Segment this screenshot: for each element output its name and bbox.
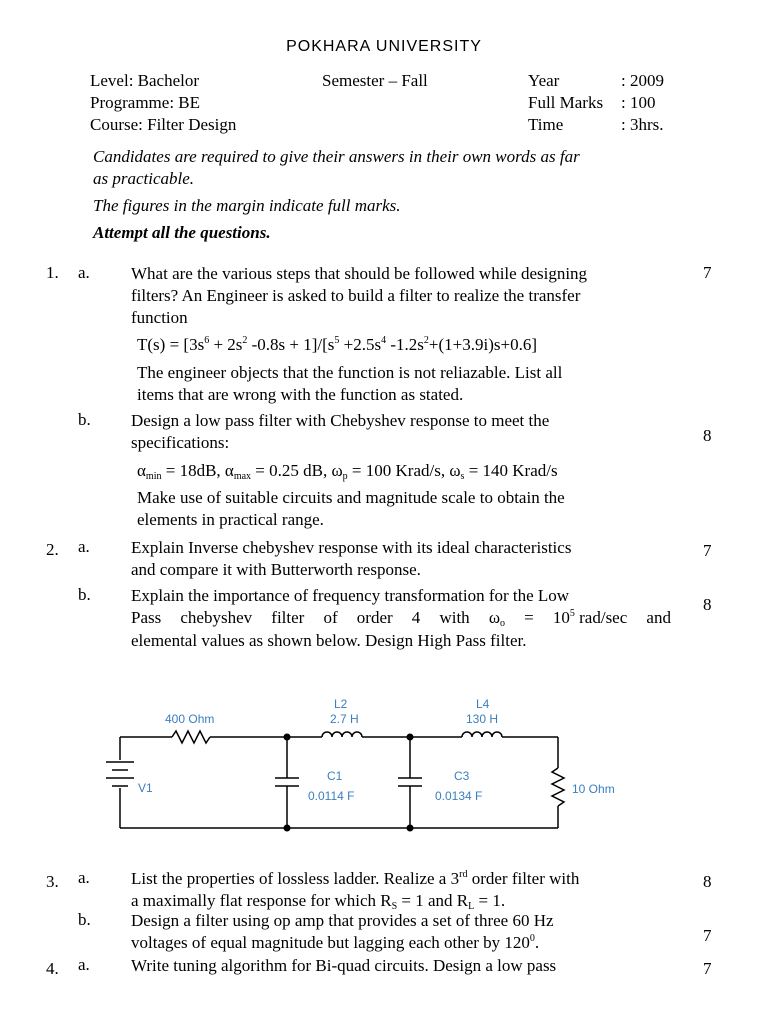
q3a-line-2: a maximally flat response for which $R_S = 1$ and $R_L = 1$.: [131, 891, 506, 912]
q2a-marks: 7: [703, 541, 712, 560]
q1a-line-3: function: [131, 308, 188, 327]
instruction-line-2: as practicable.: [93, 169, 195, 188]
course: Course: Filter Design: [90, 115, 237, 134]
year-label: Year: [528, 71, 560, 90]
inductor-l4-value: 130 H: [466, 712, 499, 726]
q1b-label: b.: [78, 410, 91, 429]
q1a-objection-line-2: items that are wrong with the function as stated.: [137, 385, 464, 404]
time-value: : 3hrs.: [621, 115, 664, 134]
capacitor-c1-name: C1: [327, 769, 343, 783]
attempt-instruction: Attempt all the questions.: [93, 223, 271, 242]
university-title: POKHARA UNIVERSITY: [286, 38, 482, 55]
instruction-line-1: Candidates are required to give their answers in their own words as far: [93, 147, 580, 166]
full-marks-label: Full Marks: [528, 93, 604, 112]
instruction-line-3: The figures in the margin indicate full marks.: [93, 196, 401, 215]
load-resistor-label: 10 Ohm: [572, 782, 615, 796]
transfer-function: $T(s) = [3s^6 + 2s^2$ $-0.8s + 1]/[s^5 +2.5s^4$ $-1.2s^2+(1+3.9i)s+0.6$]: [137, 335, 537, 354]
q4a-line-1: Write tuning algorithm for Bi-quad circuits. Design a low pass: [131, 956, 557, 975]
question-number-4: 4.: [46, 959, 59, 978]
q2b-line-2: Pass chebyshev filter of order 4 with $\omega_o$ = $10^5$ rad/sec and: [131, 608, 671, 629]
capacitor-c3-name: C3: [454, 769, 470, 783]
q3b-line-1: Design a filter using op amp that provides a set of three 60 Hz: [131, 911, 554, 930]
q1b-marks: 8: [703, 426, 712, 445]
level: Level: Bachelor: [90, 71, 200, 90]
q3b-line-2: voltages of equal magnitude but lagging each other by $120^0$.: [131, 933, 540, 952]
q1a-line-1: What are the various steps that should be followed while designing: [131, 264, 588, 283]
q2b-line-3: elemental values as shown below. Design High Pass filter.: [131, 631, 527, 650]
question-number-1: 1.: [46, 263, 59, 282]
q2a-line-2: and compare it with Butterworth response.: [131, 560, 421, 579]
q3a-label: a.: [78, 868, 90, 887]
time-label: Time: [528, 115, 564, 134]
source-v1-label: V1: [138, 781, 153, 795]
q2b-marks: 8: [703, 595, 712, 614]
q3b-label: b.: [78, 910, 91, 929]
q2b-line-1: Explain the importance of frequency transformation for the Low: [131, 586, 570, 605]
q1a-label: a.: [78, 263, 90, 282]
q4a-label: a.: [78, 955, 90, 974]
q2b-label: b.: [78, 585, 91, 604]
q1a-objection-line-1: The engineer objects that the function is not reliazable. List all: [137, 363, 563, 382]
ladder-circuit-diagram: [90, 690, 615, 840]
full-marks-value: : 100: [621, 93, 656, 112]
programme: Programme: BE: [90, 93, 201, 112]
year-value: : 2009: [621, 71, 664, 90]
q3a-line-1: List the properties of lossless ladder. Realize a 3rd order filter with: [131, 869, 580, 888]
q2a-label: a.: [78, 537, 90, 556]
q1b-line-1: Design a low pass filter with Chebyshev response to meet the: [131, 411, 550, 430]
inductor-l2-name: L2: [334, 697, 348, 711]
q1b-make-line-1: Make use of suitable circuits and magnitude scale to obtain the: [137, 488, 565, 507]
q3a-marks: 8: [703, 872, 712, 891]
q4a-marks: 7: [703, 959, 712, 978]
q1a-marks: 7: [703, 263, 712, 282]
question-number-3: 3.: [46, 872, 59, 891]
q3b-marks: 7: [703, 926, 712, 945]
capacitor-c1-value: 0.0114 F: [308, 789, 355, 803]
q1b-line-2: specifications:: [131, 433, 230, 452]
specifications: $\alpha_{min} = 18dB$, $\alpha_{max} = 0.25$ dB, $\omega_p = 100$ Krad/s, $\omega_s = 140$ Krad/s: [137, 461, 558, 482]
inductor-l2-value: 2.7 H: [330, 712, 359, 726]
semester: Semester – Fall: [322, 71, 428, 90]
resistor-r1-label: 400 Ohm: [165, 712, 215, 726]
capacitor-c3-value: 0.0134 F: [435, 789, 483, 803]
q1b-make-line-2: elements in practical range.: [137, 510, 324, 529]
q2a-line-1: Explain Inverse chebyshev response with its ideal characteristics: [131, 538, 572, 557]
inductor-l4-name: L4: [476, 697, 490, 711]
question-number-2: 2.: [46, 540, 59, 559]
q1a-line-2: filters? An Engineer is asked to build a filter to realize the transfer: [131, 286, 581, 305]
